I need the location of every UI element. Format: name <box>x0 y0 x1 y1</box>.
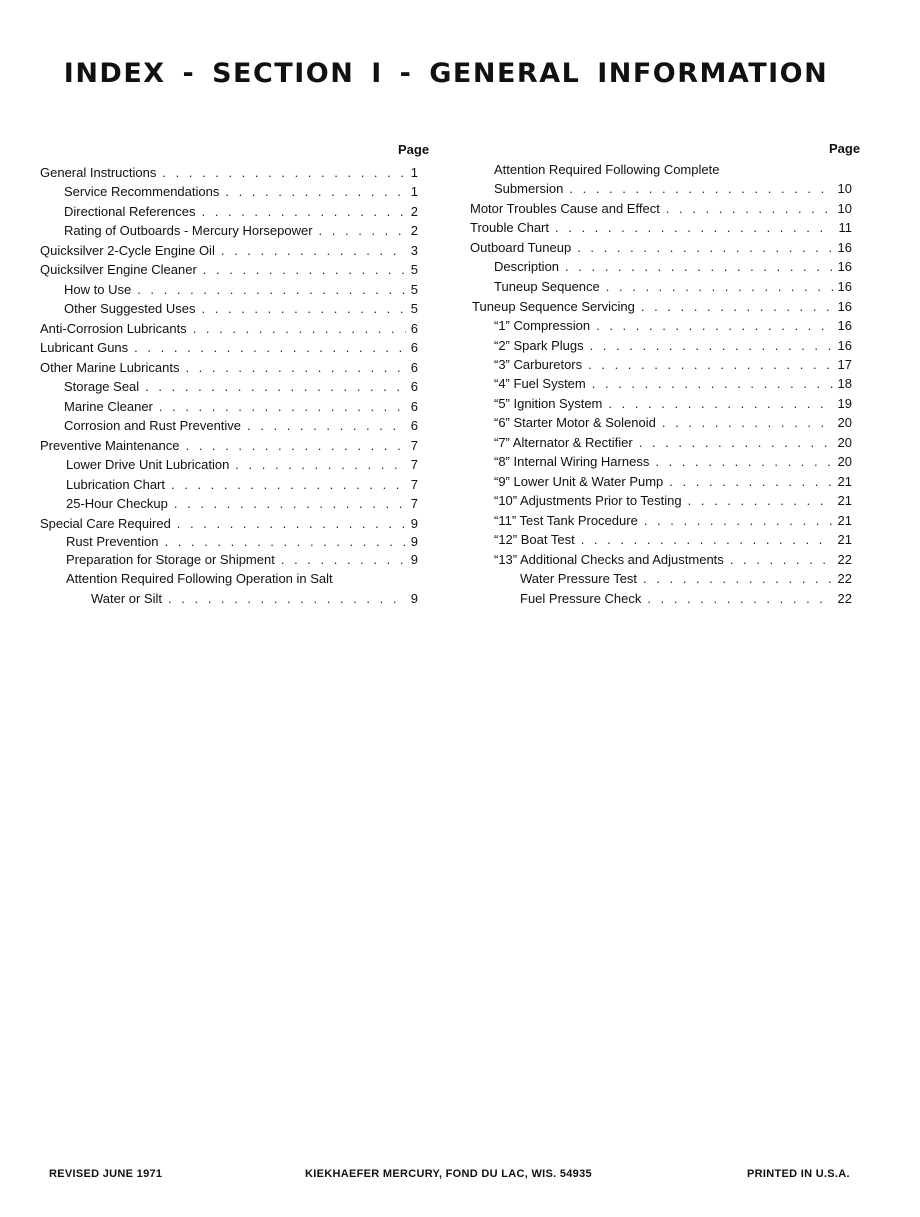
index-entry: Other Marine Lubricants . . . 6 <box>40 359 418 377</box>
index-entry: “6” Starter Motor & Solenoid . . . 20 <box>494 414 852 432</box>
index-entry: Lubricant Guns . . . 6 <box>40 339 418 357</box>
index-entry: How to Use . . . 5 <box>64 281 418 299</box>
index-entry: “3” Carburetors . . . 17 <box>494 356 852 374</box>
index-entry: Trouble Chart . . . 11 <box>470 219 852 237</box>
index-entry: Lower Drive Unit Lubrication . . . 7 <box>66 456 418 474</box>
index-entry: Other Suggested Uses . . . 5 <box>64 300 418 318</box>
index-entry: Outboard Tuneup . . . 16 <box>470 239 852 257</box>
index-entry: Tuneup Sequence . . . 16 <box>494 278 852 296</box>
index-entry: Fuel Pressure Check . . . 22 <box>520 590 852 608</box>
index-entry: Directional References . . . 2 <box>64 203 418 221</box>
index-entry: Anti-Corrosion Lubricants . . . 6 <box>40 320 418 338</box>
footer-revised: REVISED JUNE 1971 <box>49 1168 163 1180</box>
index-entry: Quicksilver Engine Cleaner . . . 5 <box>40 261 418 279</box>
page-title: INDEX - SECTION I - GENERAL INFORMATION <box>63 58 829 89</box>
index-entry: Submersion . . . 10 <box>494 180 852 198</box>
index-entry: “4” Fuel System . . . 18 <box>494 375 852 393</box>
page-column-header: Page <box>829 141 861 156</box>
index-entry: “5” Ignition System . . . 19 <box>494 395 852 413</box>
footer-printed: PRINTED IN U.S.A. <box>747 1168 850 1180</box>
index-entry: Tuneup Sequence Servicing . . . 16 <box>472 298 852 316</box>
index-entry-continued: Attention Required Following Complete <box>494 162 720 177</box>
index-entry: Water Pressure Test . . . 22 <box>520 570 852 588</box>
index-entry: “2” Spark Plugs . . . 16 <box>494 337 852 355</box>
index-entry: “9” Lower Unit & Water Pump . . . 21 <box>494 473 852 491</box>
index-entry: Corrosion and Rust Preventive . . . 6 <box>64 417 418 435</box>
index-entry: Water or Silt . . . 9 <box>91 590 418 608</box>
page-column-header: Page <box>398 142 430 157</box>
index-entry: “1” Compression . . . 16 <box>494 317 852 335</box>
index-entry: “12” Boat Test . . . 21 <box>494 531 852 549</box>
index-entry: “8” Internal Wiring Harness . . . 20 <box>494 453 852 471</box>
index-entry: Preventive Maintenance . . . 7 <box>40 437 418 455</box>
index-entry: Rating of Outboards - Mercury Horsepower . . . 2 <box>64 222 418 240</box>
index-entry: “10” Adjustments Prior to Testing . . . 21 <box>494 492 852 510</box>
index-entry: Special Care Required . . . 9 <box>40 515 418 533</box>
index-entry: “7” Alternator & Rectifier . . . 20 <box>494 434 852 452</box>
index-entry: Lubrication Chart . . . 7 <box>66 476 418 494</box>
footer-publisher: KIEKHAEFER MERCURY, FOND DU LAC, WIS. 54935 <box>305 1168 592 1180</box>
index-entry: General Instructions . . . 1 <box>40 164 418 182</box>
index-entry: Preparation for Storage or Shipment . . . 9 <box>66 551 418 569</box>
index-entry: 25-Hour Checkup . . . 7 <box>66 495 418 513</box>
index-entry: Service Recommendations . . . 1 <box>64 183 418 201</box>
index-entry: Description . . . 16 <box>494 258 852 276</box>
index-entry: “11” Test Tank Procedure . . . 21 <box>494 512 852 530</box>
index-entry: Marine Cleaner . . . 6 <box>64 398 418 416</box>
index-entry: Rust Prevention . . . 9 <box>66 533 418 551</box>
index-entry: Storage Seal . . . 6 <box>64 378 418 396</box>
index-entry: Quicksilver 2-Cycle Engine Oil . . . 3 <box>40 242 418 260</box>
index-entry-continued: Attention Required Following Operation in Salt <box>66 571 333 586</box>
index-entry: “13” Additional Checks and Adjustments . . . 22 <box>494 551 852 569</box>
index-entry: Motor Troubles Cause and Effect . . . 10 <box>470 200 852 218</box>
